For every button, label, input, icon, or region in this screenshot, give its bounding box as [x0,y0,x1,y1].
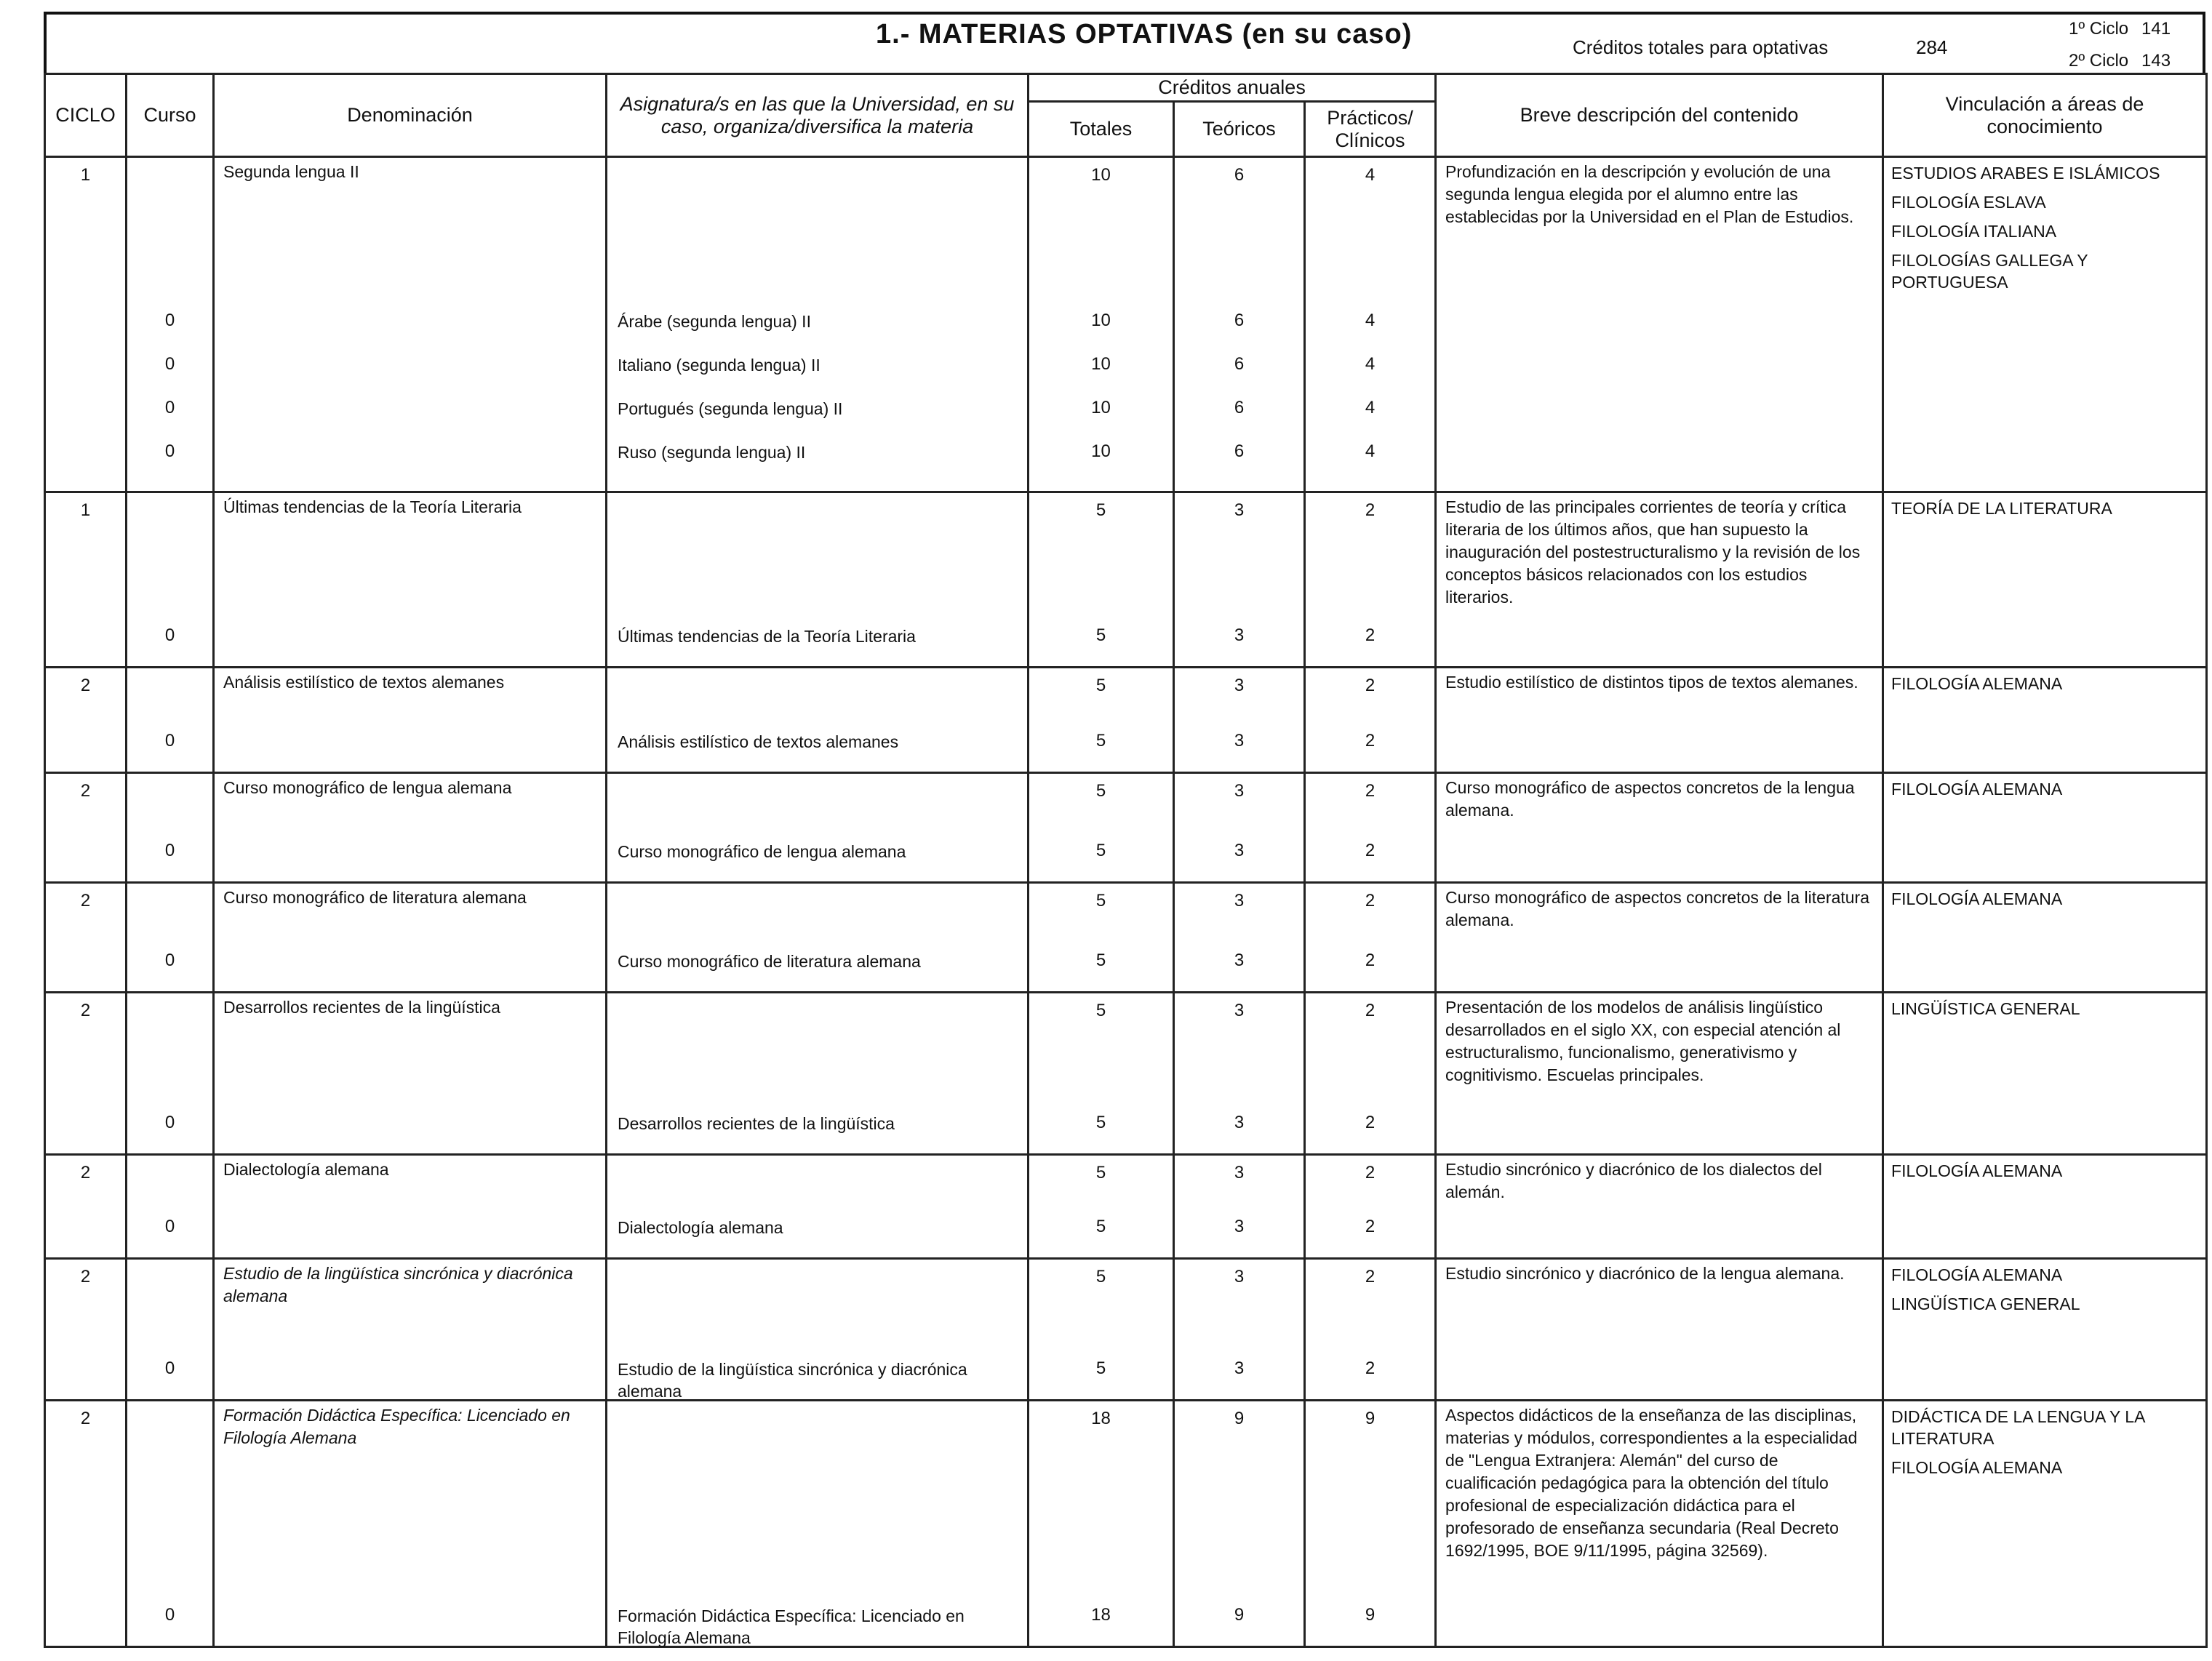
teoricos-value: 3 [1234,781,1245,801]
ciclo-cell [45,883,127,993]
table-row [45,773,2207,883]
totales-cell [1029,1155,1174,1259]
teoricos-value: 3 [1234,1001,1245,1020]
curso-cell [127,773,214,883]
asignatura-value: Análisis estilístico de textos alemanes [618,732,899,751]
denominacion-cell [214,1401,607,1647]
asignatura-value: Dialectología alemana [618,1218,783,1237]
materias-table [44,73,2208,1648]
totales-subject-value: 5 [1095,731,1106,751]
asignatura-value: Árabe (segunda lengua) II [618,312,811,331]
asignatura-value: Portugués (segunda lengua) II [618,399,843,418]
curso-value: 0 [164,1113,175,1132]
descripcion-value: Profundización en la descripción y evolución de una segunda lengua elegida por el alumno entre las establecidas por la Universidad en el Plan de Estudios. [1445,162,1854,226]
area-value: DIDÁCTICA DE LA LENGUA Y LA LITERATURA [1891,1407,2145,1448]
practicos-subject-value: 4 [1365,398,1375,417]
vinculacion-cell [1883,668,2207,773]
vinculacion-cell [1883,1259,2207,1401]
totales-cell [1029,668,1174,773]
descripcion-value: Estudio sincrónico y diacrónico de los dialectos del alemán. [1445,1160,1822,1201]
page-title: 1.- MATERIAS OPTATIVAS (en su caso) [876,19,1413,49]
asignatura-value: Desarrollos recientes de la lingüística [618,1114,895,1133]
practicos-cell [1305,157,1436,492]
area-value: FILOLOGÍA ESLAVA [1891,193,2046,212]
curso-cell [127,993,214,1155]
teoricos-subject-value: 6 [1234,354,1245,374]
curso-value: 0 [164,950,175,970]
asignatura-value: Italiano (segunda lengua) II [618,356,820,375]
totales-subject-value: 5 [1095,625,1106,645]
col-creditos: Créditos anuales [1029,74,1436,102]
totales-subject-value: 5 [1095,841,1106,860]
vinculacion-cell [1883,157,2207,492]
practicos-subject-value: 4 [1365,441,1375,461]
col-descripcion: Breve descripción del contenido [1436,74,1883,157]
page [44,12,2205,1648]
col-ciclo: CICLO [45,74,127,157]
teoricos-cell [1174,993,1305,1155]
ciclo-value: 1 [80,165,91,185]
totales-cell [1029,883,1174,993]
denominacion-cell [214,157,607,492]
curso-value: 0 [164,1217,175,1236]
denominacion-value: Estudio de la lingüística sincrónica y diacrónica alemana [223,1264,573,1305]
vinculacion-cell [1883,1155,2207,1259]
teoricos-subject-value: 3 [1234,731,1245,751]
totales-subject-value: 10 [1091,398,1111,417]
ciclo-value: 2 [80,1001,91,1020]
table-row [45,157,2207,492]
col-teoricos: Teóricos [1174,102,1305,157]
curso-cell [127,492,214,668]
curso-value: 0 [164,731,175,751]
denominacion-value: Últimas tendencias de la Teoría Literaria [223,497,522,516]
area-value: FILOLOGÍA ALEMANA [1891,889,2063,908]
curso-value: 0 [164,841,175,860]
practicos-cell [1305,492,1436,668]
descripcion-cell [1436,1259,1883,1401]
descripcion-value: Aspectos didácticos de la enseñanza de las disciplinas, materias y módulos, correspondientes a la especialidad de "Lengua Extranjera: Alemán" del curso de cualificación pedagógica para la obtención del título profesional de especialización didáctica para el profesorado de enseñanza secundaria (Real Decreto 1692/1995, BOE 9/11/1995, página 32569). [1445,1406,1858,1560]
totales-subject-value: 18 [1091,1605,1111,1625]
asignatura-cell [607,993,1029,1155]
practicos-subject-value: 4 [1365,311,1375,330]
practicos-value: 4 [1365,165,1375,185]
practicos-subject-value: 2 [1365,625,1375,645]
teoricos-value: 9 [1234,1409,1245,1428]
descripcion-value: Estudio estilístico de distintos tipos de textos alemanes. [1445,673,1858,692]
practicos-value: 2 [1365,1163,1375,1182]
teoricos-subject-value: 6 [1234,398,1245,417]
teoricos-cell [1174,1401,1305,1647]
creditos-label: Créditos totales para optativas [1573,36,1829,58]
practicos-cell [1305,1401,1436,1647]
descripcion-cell [1436,1401,1883,1647]
descripcion-cell [1436,157,1883,492]
teoricos-cell [1174,157,1305,492]
denominacion-cell [214,993,607,1155]
area-value: ESTUDIOS ARABES E ISLÁMICOS [1891,164,2160,183]
practicos-cell [1305,773,1436,883]
curso-value: 0 [164,1605,175,1625]
denominacion-cell [214,883,607,993]
totales-value: 5 [1095,1163,1106,1182]
practicos-subject-value: 2 [1365,841,1375,860]
ciclo-value: 1 [80,500,91,520]
ciclo-value: 2 [80,891,91,910]
asignatura-cell [607,1259,1029,1401]
practicos-subject-value: 2 [1365,731,1375,751]
totales-cell [1029,492,1174,668]
asignatura-value: Estudio de la lingüística sincrónica y diacrónica alemana [618,1360,967,1401]
table-row [45,883,2207,993]
title-bar [44,12,2205,73]
denominacion-value: Curso monográfico de literatura alemana [223,888,527,907]
ciclo-cell [45,993,127,1155]
vinculacion-cell [1883,883,2207,993]
ciclo-value: 2 [80,676,91,695]
totales-subject-value: 5 [1095,950,1106,970]
totales-value: 18 [1091,1409,1111,1428]
ciclo-value: 2 [80,1409,91,1428]
table-row [45,1155,2207,1259]
practicos-subject-value: 4 [1365,354,1375,374]
area-value: FILOLOGÍA ALEMANA [1891,1458,2063,1477]
ciclo-value: 2 [80,781,91,801]
teoricos-subject-value: 3 [1234,950,1245,970]
asignatura-cell [607,1401,1029,1647]
practicos-subject-value: 2 [1365,1358,1375,1378]
totales-cell [1029,773,1174,883]
ciclo-cell [45,1259,127,1401]
descripcion-value: Estudio de las principales corrientes de teoría y crítica literaria de los últimos años, que han supuesto la inauguración del postestructuralismo y la revisión de los conceptos básicos relacionados con los estudios literarios. [1445,497,1861,607]
totales-value: 5 [1095,891,1106,910]
teoricos-cell [1174,1155,1305,1259]
teoricos-value: 3 [1234,676,1245,695]
asignatura-value: Formación Didáctica Específica: Licenciado en Filología Alemana [618,1606,965,1647]
area-value: FILOLOGÍA ALEMANA [1891,780,2063,799]
curso-value: 0 [164,354,175,374]
practicos-cell [1305,883,1436,993]
totales-value: 10 [1091,165,1111,185]
area-value: FILOLOGÍAS GALLEGA Y PORTUGUESA [1891,251,2088,292]
area-value: FILOLOGÍA ALEMANA [1891,1265,2063,1284]
asignatura-cell [607,1155,1029,1259]
totales-cell [1029,1401,1174,1647]
asignatura-value: Ruso (segunda lengua) II [618,443,806,462]
ciclo-cell [45,1401,127,1647]
teoricos-value: 3 [1234,500,1245,520]
ciclo-cell [45,773,127,883]
practicos-cell [1305,668,1436,773]
ciclo2-value: 143 [2141,51,2171,71]
practicos-cell [1305,993,1436,1155]
denominacion-value: Desarrollos recientes de la lingüística [223,998,500,1017]
practicos-value: 2 [1365,781,1375,801]
denominacion-cell [214,492,607,668]
col-vinculacion: Vinculación a áreas de conocimiento [1883,74,2207,157]
curso-value: 0 [164,398,175,417]
table-row [45,1259,2207,1401]
asignatura-value: Últimas tendencias de la Teoría Literaria [618,627,916,646]
totales-cell [1029,157,1174,492]
descripcion-value: Presentación de los modelos de análisis lingüístico desarrollados en el siglo XX, con especial atención al estructuralismo, funcionalismo, generativismo y cognitivismo. Escuelas principales. [1445,998,1841,1084]
ciclo1-value: 141 [2141,19,2171,39]
curso-cell [127,1155,214,1259]
table-row [45,993,2207,1155]
teoricos-cell [1174,773,1305,883]
teoricos-subject-value: 3 [1234,1113,1245,1132]
descripcion-cell [1436,993,1883,1155]
col-practicos: Prácticos/ Clínicos [1305,102,1436,157]
teoricos-subject-value: 3 [1234,1358,1245,1378]
vinculacion-cell [1883,1401,2207,1647]
denominacion-value: Segunda lengua II [223,162,359,181]
practicos-value: 2 [1365,676,1375,695]
teoricos-cell [1174,883,1305,993]
practicos-value: 9 [1365,1409,1375,1428]
curso-value: 0 [164,311,175,330]
asignatura-cell [607,492,1029,668]
descripcion-cell [1436,883,1883,993]
asignatura-cell [607,773,1029,883]
teoricos-cell [1174,1259,1305,1401]
teoricos-subject-value: 3 [1234,841,1245,860]
teoricos-cell [1174,492,1305,668]
teoricos-subject-value: 3 [1234,625,1245,645]
ciclo-value: 2 [80,1163,91,1182]
totales-subject-value: 10 [1091,441,1111,461]
totales-subject-value: 5 [1095,1113,1106,1132]
table-row [45,668,2207,773]
descripcion-cell [1436,492,1883,668]
practicos-subject-value: 9 [1365,1605,1375,1625]
teoricos-subject-value: 9 [1234,1605,1245,1625]
teoricos-subject-value: 6 [1234,311,1245,330]
totales-subject-value: 5 [1095,1217,1106,1236]
curso-value: 0 [164,441,175,461]
practicos-value: 2 [1365,891,1375,910]
practicos-cell [1305,1259,1436,1401]
practicos-value: 2 [1365,500,1375,520]
vinculacion-cell [1883,993,2207,1155]
area-value: FILOLOGÍA ALEMANA [1891,1161,2063,1180]
curso-cell [127,157,214,492]
teoricos-value: 6 [1234,165,1245,185]
asignatura-cell [607,157,1029,492]
descripcion-cell [1436,668,1883,773]
area-value: LINGÜÍSTICA GENERAL [1891,999,2080,1018]
ciclo-cell [45,1155,127,1259]
totales-cell [1029,1259,1174,1401]
denominacion-cell [214,1259,607,1401]
totales-value: 5 [1095,676,1106,695]
ciclo2-label: 2º Ciclo [2069,51,2129,71]
ciclo-cell [45,492,127,668]
teoricos-subject-value: 6 [1234,441,1245,461]
creditos-total: 284 [1916,36,1948,58]
curso-cell [127,1259,214,1401]
totales-cell [1029,993,1174,1155]
vinculacion-cell [1883,773,2207,883]
curso-value: 0 [164,625,175,645]
totales-value: 5 [1095,1001,1106,1020]
table-body [45,157,2207,1647]
totales-value: 5 [1095,781,1106,801]
totales-subject-value: 5 [1095,1358,1106,1378]
teoricos-value: 3 [1234,1163,1245,1182]
curso-cell [127,1401,214,1647]
descripcion-value: Curso monográfico de aspectos concretos de la lengua alemana. [1445,778,1855,820]
vinculacion-cell [1883,492,2207,668]
denominacion-value: Dialectología alemana [223,1160,389,1179]
practicos-cell [1305,1155,1436,1259]
asignatura-value: Curso monográfico de literatura alemana [618,952,921,971]
totales-subject-value: 10 [1091,354,1111,374]
teoricos-cell [1174,668,1305,773]
col-totales: Totales [1029,102,1174,157]
curso-cell [127,883,214,993]
denominacion-value: Curso monográfico de lengua alemana [223,778,512,797]
practicos-value: 2 [1365,1001,1375,1020]
descripcion-value: Estudio sincrónico y diacrónico de la lengua alemana. [1445,1264,1845,1283]
asignatura-cell [607,668,1029,773]
descripcion-cell [1436,773,1883,883]
practicos-subject-value: 2 [1365,1217,1375,1236]
practicos-value: 2 [1365,1267,1375,1286]
teoricos-value: 3 [1234,1267,1245,1286]
totales-value: 5 [1095,500,1106,520]
area-value: LINGÜÍSTICA GENERAL [1891,1294,2080,1313]
col-curso: Curso [127,74,214,157]
table-row [45,492,2207,668]
denominacion-value: Análisis estilístico de textos alemanes [223,673,505,692]
asignatura-value: Curso monográfico de lengua alemana [618,842,906,861]
curso-cell [127,668,214,773]
descripcion-value: Curso monográfico de aspectos concretos de la literatura alemana. [1445,888,1870,929]
asignatura-cell [607,883,1029,993]
curso-value: 0 [164,1358,175,1378]
denominacion-cell [214,773,607,883]
area-value: FILOLOGÍA ITALIANA [1891,222,2057,241]
teoricos-subject-value: 3 [1234,1217,1245,1236]
area-value: FILOLOGÍA ALEMANA [1891,674,2063,693]
teoricos-value: 3 [1234,891,1245,910]
ciclo1-label: 1º Ciclo [2069,19,2129,39]
area-value: TEORÍA DE LA LITERATURA [1891,499,2112,518]
ciclo-cell [45,668,127,773]
denominacion-cell [214,1155,607,1259]
col-denominacion: Denominación [214,74,607,157]
denominacion-value: Formación Didáctica Específica: Licenciado en Filología Alemana [223,1406,570,1447]
practicos-subject-value: 2 [1365,1113,1375,1132]
totales-subject-value: 10 [1091,311,1111,330]
practicos-subject-value: 2 [1365,950,1375,970]
ciclo-cell [45,157,127,492]
table-row [45,1401,2207,1647]
denominacion-cell [214,668,607,773]
descripcion-cell [1436,1155,1883,1259]
ciclo-value: 2 [80,1267,91,1286]
col-asignatura: Asignatura/s en las que la Universidad, en su caso, organiza/diversifica la materia [607,74,1029,157]
totales-value: 5 [1095,1267,1106,1286]
